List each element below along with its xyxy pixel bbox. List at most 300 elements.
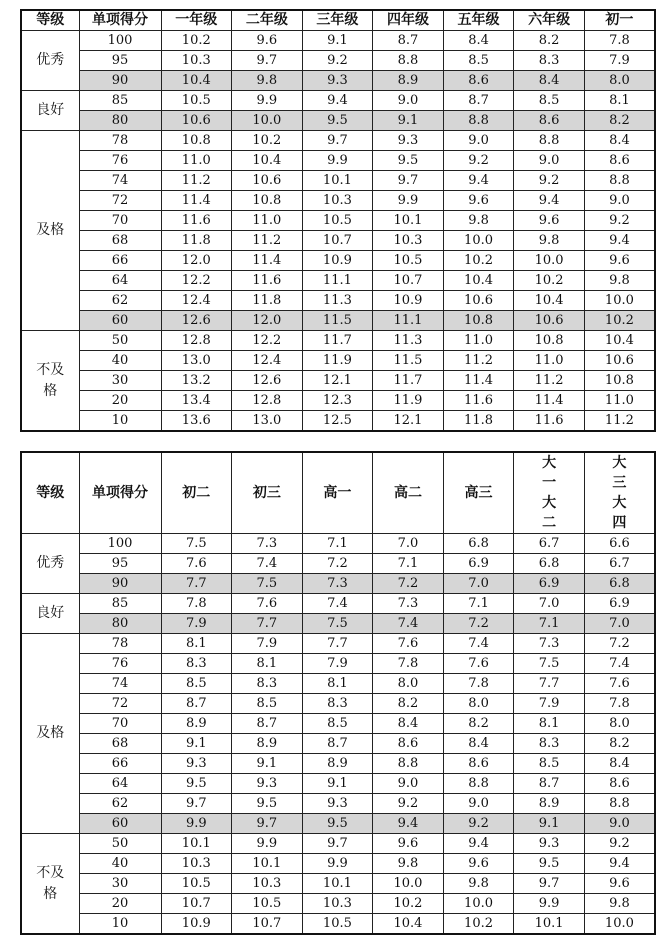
table-row: [21, 111, 655, 131]
table-row: [21, 151, 655, 171]
value-cell: 13.4: [161, 391, 232, 411]
value-cell: 10.4: [232, 151, 303, 171]
value-cell: 10.5: [302, 914, 373, 935]
value-cell: 7.4: [443, 634, 514, 654]
grade-label: 优秀: [21, 534, 79, 594]
table-row: [21, 754, 655, 774]
value-cell: 11.0: [232, 211, 303, 231]
table-body: [21, 31, 655, 432]
value-cell: 9.1: [302, 774, 373, 794]
value-cell: 8.7: [514, 774, 585, 794]
value-cell: 11.0: [584, 391, 655, 411]
score-cell: 74: [79, 171, 161, 191]
column-header: 单项得分: [79, 10, 161, 31]
table-row: [21, 534, 655, 554]
value-cell: 11.4: [232, 251, 303, 271]
column-header: 单项得分: [79, 452, 161, 534]
value-cell: 8.7: [232, 714, 303, 734]
score-cell: 62: [79, 291, 161, 311]
value-cell: 8.6: [443, 71, 514, 91]
score-cell: 78: [79, 634, 161, 654]
value-cell: 7.2: [302, 554, 373, 574]
value-cell: 7.1: [514, 614, 585, 634]
value-cell: 10.1: [302, 171, 373, 191]
value-cell: 6.8: [514, 554, 585, 574]
value-cell: 12.4: [161, 291, 232, 311]
value-cell: 10.8: [232, 191, 303, 211]
table-row: [21, 794, 655, 814]
value-cell: 9.6: [373, 834, 444, 854]
column-header: 大三大四: [584, 452, 655, 534]
score-cell: 72: [79, 694, 161, 714]
grade-label: 不及格: [21, 834, 79, 935]
value-cell: 9.9: [302, 151, 373, 171]
score-cell: 60: [79, 814, 161, 834]
value-cell: 8.0: [584, 71, 655, 91]
value-cell: 8.3: [514, 51, 585, 71]
value-cell: 7.9: [302, 654, 373, 674]
grade-label: 优秀: [21, 31, 79, 91]
value-cell: 10.3: [302, 894, 373, 914]
column-header: 高一: [302, 452, 373, 534]
value-cell: 7.6: [584, 674, 655, 694]
value-cell: 8.5: [514, 754, 585, 774]
value-cell: 8.8: [443, 111, 514, 131]
value-cell: 13.0: [232, 411, 303, 432]
value-cell: 9.7: [232, 814, 303, 834]
table-row: [21, 814, 655, 834]
value-cell: 13.6: [161, 411, 232, 432]
score-cell: 70: [79, 714, 161, 734]
value-cell: 9.2: [443, 814, 514, 834]
table-row: [21, 774, 655, 794]
value-cell: 7.7: [514, 674, 585, 694]
value-cell: 9.6: [514, 211, 585, 231]
value-cell: 10.0: [514, 251, 585, 271]
value-cell: 11.3: [373, 331, 444, 351]
value-cell: 9.9: [373, 191, 444, 211]
value-cell: 12.0: [232, 311, 303, 331]
value-cell: 10.5: [302, 211, 373, 231]
value-cell: 7.3: [232, 534, 303, 554]
score-cell: 20: [79, 894, 161, 914]
value-cell: 10.9: [161, 914, 232, 935]
score-cell: 40: [79, 854, 161, 874]
value-cell: 8.3: [302, 694, 373, 714]
value-cell: 7.0: [443, 574, 514, 594]
table-row: [21, 331, 655, 351]
value-cell: 11.6: [514, 411, 585, 432]
value-cell: 8.1: [514, 714, 585, 734]
value-cell: 8.9: [373, 71, 444, 91]
value-cell: 11.8: [232, 291, 303, 311]
score-cell: 90: [79, 574, 161, 594]
score-cell: 68: [79, 231, 161, 251]
value-cell: 8.5: [443, 51, 514, 71]
score-cell: 50: [79, 834, 161, 854]
value-cell: 7.8: [373, 654, 444, 674]
value-cell: 8.9: [302, 754, 373, 774]
value-cell: 10.6: [443, 291, 514, 311]
value-cell: 6.9: [443, 554, 514, 574]
value-cell: 8.9: [232, 734, 303, 754]
value-cell: 12.1: [302, 371, 373, 391]
score-cell: 90: [79, 71, 161, 91]
score-cell: 30: [79, 874, 161, 894]
score-cell: 10: [79, 411, 161, 432]
value-cell: 9.3: [232, 774, 303, 794]
value-cell: 11.8: [161, 231, 232, 251]
value-cell: 10.8: [443, 311, 514, 331]
value-cell: 8.6: [443, 754, 514, 774]
value-cell: 9.2: [514, 171, 585, 191]
value-cell: 9.1: [232, 754, 303, 774]
score-cell: 70: [79, 211, 161, 231]
value-cell: 11.4: [161, 191, 232, 211]
table-row: [21, 51, 655, 71]
value-cell: 10.4: [161, 71, 232, 91]
value-cell: 11.0: [443, 331, 514, 351]
value-cell: 10.2: [443, 251, 514, 271]
value-cell: 7.0: [514, 594, 585, 614]
value-cell: 10.5: [373, 251, 444, 271]
value-cell: 9.0: [373, 774, 444, 794]
score-cell: 64: [79, 774, 161, 794]
value-cell: 11.2: [161, 171, 232, 191]
column-header: 高三: [443, 452, 514, 534]
value-cell: 7.3: [373, 594, 444, 614]
value-cell: 7.3: [302, 574, 373, 594]
value-cell: 9.8: [584, 271, 655, 291]
value-cell: 8.4: [443, 734, 514, 754]
value-cell: 10.7: [232, 914, 303, 935]
value-cell: 8.4: [584, 131, 655, 151]
value-cell: 10.6: [232, 171, 303, 191]
score-cell: 40: [79, 351, 161, 371]
grade-label: 良好: [21, 594, 79, 634]
value-cell: 9.2: [443, 151, 514, 171]
value-cell: 11.2: [443, 351, 514, 371]
value-cell: 6.9: [584, 594, 655, 614]
column-header: 等级: [21, 452, 79, 534]
value-cell: 7.4: [232, 554, 303, 574]
value-cell: 9.2: [584, 834, 655, 854]
column-header: 大一大二: [514, 452, 585, 534]
value-cell: 12.4: [232, 351, 303, 371]
table-row: [21, 311, 655, 331]
value-cell: 11.5: [373, 351, 444, 371]
value-cell: 8.0: [584, 714, 655, 734]
grade-label: 及格: [21, 634, 79, 834]
value-cell: 9.8: [443, 211, 514, 231]
value-cell: 8.2: [584, 111, 655, 131]
value-cell: 9.1: [514, 814, 585, 834]
value-cell: 8.4: [373, 714, 444, 734]
value-cell: 11.0: [161, 151, 232, 171]
value-cell: 12.6: [232, 371, 303, 391]
value-cell: 9.7: [514, 874, 585, 894]
value-cell: 8.6: [584, 774, 655, 794]
value-cell: 9.9: [232, 91, 303, 111]
value-cell: 10.3: [302, 191, 373, 211]
value-cell: 10.2: [443, 914, 514, 935]
value-cell: 8.2: [443, 714, 514, 734]
value-cell: 9.7: [232, 51, 303, 71]
value-cell: 9.1: [161, 734, 232, 754]
value-cell: 7.7: [161, 574, 232, 594]
value-cell: 11.6: [443, 391, 514, 411]
value-cell: 8.8: [373, 754, 444, 774]
value-cell: 7.8: [584, 31, 655, 51]
value-cell: 10.1: [373, 211, 444, 231]
table-row: [21, 291, 655, 311]
table-row: [21, 874, 655, 894]
value-cell: 10.0: [232, 111, 303, 131]
value-cell: 10.8: [161, 131, 232, 151]
value-cell: 7.6: [373, 634, 444, 654]
value-cell: 8.2: [514, 31, 585, 51]
value-cell: 9.7: [302, 131, 373, 151]
value-cell: 6.8: [443, 534, 514, 554]
table-row: [21, 391, 655, 411]
value-cell: 11.2: [232, 231, 303, 251]
value-cell: 9.8: [514, 231, 585, 251]
value-cell: 11.2: [584, 411, 655, 432]
score-cell: 95: [79, 51, 161, 71]
value-cell: 7.4: [302, 594, 373, 614]
value-cell: 7.5: [514, 654, 585, 674]
score-cell: 78: [79, 131, 161, 151]
value-cell: 9.3: [373, 131, 444, 151]
value-cell: 9.6: [443, 191, 514, 211]
value-cell: 6.6: [584, 534, 655, 554]
value-cell: 9.0: [584, 191, 655, 211]
score-cell: 62: [79, 794, 161, 814]
table-row: [21, 231, 655, 251]
table-row: [21, 191, 655, 211]
value-cell: 10.4: [373, 914, 444, 935]
value-cell: 8.0: [373, 674, 444, 694]
grade-label: 不及格: [21, 331, 79, 432]
value-cell: 7.1: [302, 534, 373, 554]
value-cell: 8.8: [584, 171, 655, 191]
value-cell: 7.7: [302, 634, 373, 654]
table-row: [21, 854, 655, 874]
score-cell: 80: [79, 111, 161, 131]
value-cell: 8.5: [514, 91, 585, 111]
value-cell: 11.3: [302, 291, 373, 311]
value-cell: 8.5: [161, 674, 232, 694]
value-cell: 13.2: [161, 371, 232, 391]
value-cell: 9.5: [232, 794, 303, 814]
value-cell: 7.8: [584, 694, 655, 714]
table-row: [21, 674, 655, 694]
value-cell: 10.1: [514, 914, 585, 935]
value-cell: 7.8: [443, 674, 514, 694]
value-cell: 7.6: [161, 554, 232, 574]
value-cell: 11.4: [514, 391, 585, 411]
value-cell: 8.1: [584, 91, 655, 111]
score-cell: 50: [79, 331, 161, 351]
table-row: [21, 91, 655, 111]
column-header: 初二: [161, 452, 232, 534]
value-cell: 7.0: [584, 614, 655, 634]
value-cell: 7.8: [161, 594, 232, 614]
column-header: 初三: [232, 452, 303, 534]
value-cell: 9.5: [302, 814, 373, 834]
value-cell: 12.8: [161, 331, 232, 351]
value-cell: 10.4: [514, 291, 585, 311]
table-row: [21, 694, 655, 714]
value-cell: 13.0: [161, 351, 232, 371]
value-cell: 9.1: [302, 31, 373, 51]
value-cell: 8.4: [584, 754, 655, 774]
score-cell: 95: [79, 554, 161, 574]
value-cell: 10.8: [584, 371, 655, 391]
value-cell: 10.6: [584, 351, 655, 371]
value-cell: 9.5: [302, 111, 373, 131]
grade-label: 良好: [21, 91, 79, 131]
table-row: [21, 574, 655, 594]
value-cell: 9.8: [232, 71, 303, 91]
column-header: 三年级: [302, 10, 373, 31]
column-header: 一年级: [161, 10, 232, 31]
score-table-secondary: [20, 451, 656, 935]
value-cell: 10.3: [161, 51, 232, 71]
value-cell: 6.7: [584, 554, 655, 574]
value-cell: 11.4: [443, 371, 514, 391]
score-cell: 68: [79, 734, 161, 754]
table-row: [21, 554, 655, 574]
score-cell: 74: [79, 674, 161, 694]
score-cell: 76: [79, 654, 161, 674]
value-cell: 11.6: [232, 271, 303, 291]
value-cell: 9.6: [584, 251, 655, 271]
value-cell: 8.7: [161, 694, 232, 714]
value-cell: 9.7: [302, 834, 373, 854]
value-cell: 7.2: [373, 574, 444, 594]
value-cell: 9.4: [443, 834, 514, 854]
value-cell: 8.8: [514, 131, 585, 151]
value-cell: 7.5: [302, 614, 373, 634]
value-cell: 12.6: [161, 311, 232, 331]
value-cell: 10.1: [232, 854, 303, 874]
value-cell: 8.1: [161, 634, 232, 654]
value-cell: 10.0: [584, 291, 655, 311]
value-cell: 11.6: [161, 211, 232, 231]
value-cell: 9.8: [443, 874, 514, 894]
value-cell: 8.5: [302, 714, 373, 734]
value-cell: 8.9: [161, 714, 232, 734]
table-row: [21, 614, 655, 634]
table-row: [21, 714, 655, 734]
table-row: [21, 131, 655, 151]
value-cell: 7.0: [373, 534, 444, 554]
column-header: 六年级: [514, 10, 585, 31]
value-cell: 9.9: [514, 894, 585, 914]
table-row: [21, 351, 655, 371]
value-cell: 10.1: [161, 834, 232, 854]
score-cell: 30: [79, 371, 161, 391]
table-header-row: [21, 452, 655, 534]
value-cell: 12.0: [161, 251, 232, 271]
table-row: [21, 914, 655, 935]
value-cell: 10.7: [373, 271, 444, 291]
value-cell: 10.8: [514, 331, 585, 351]
table-row: [21, 594, 655, 614]
value-cell: 9.2: [584, 211, 655, 231]
value-cell: 9.3: [514, 834, 585, 854]
value-cell: 10.9: [373, 291, 444, 311]
value-cell: 8.3: [161, 654, 232, 674]
value-cell: 11.9: [302, 351, 373, 371]
value-cell: 8.8: [373, 51, 444, 71]
value-cell: 6.9: [514, 574, 585, 594]
table-row: [21, 31, 655, 51]
table-row: [21, 271, 655, 291]
value-cell: 6.7: [514, 534, 585, 554]
value-cell: 9.4: [584, 231, 655, 251]
value-cell: 8.6: [514, 111, 585, 131]
table-row: [21, 894, 655, 914]
value-cell: 7.9: [514, 694, 585, 714]
value-cell: 9.3: [302, 71, 373, 91]
value-cell: 7.1: [373, 554, 444, 574]
value-cell: 12.5: [302, 411, 373, 432]
value-cell: 7.3: [514, 634, 585, 654]
value-cell: 11.5: [302, 311, 373, 331]
value-cell: 8.1: [232, 654, 303, 674]
score-cell: 72: [79, 191, 161, 211]
value-cell: 8.8: [443, 774, 514, 794]
column-header: 二年级: [232, 10, 303, 31]
value-cell: 7.9: [161, 614, 232, 634]
value-cell: 8.3: [514, 734, 585, 754]
value-cell: 9.0: [443, 794, 514, 814]
value-cell: 10.5: [161, 874, 232, 894]
value-cell: 10.7: [302, 231, 373, 251]
value-cell: 7.2: [443, 614, 514, 634]
table-header-row: [21, 10, 655, 31]
value-cell: 11.8: [443, 411, 514, 432]
column-header: 高二: [373, 452, 444, 534]
value-cell: 6.8: [584, 574, 655, 594]
value-cell: 10.3: [373, 231, 444, 251]
score-table-primary: [20, 9, 656, 432]
score-cell: 64: [79, 271, 161, 291]
value-cell: 10.4: [584, 331, 655, 351]
value-cell: 9.7: [161, 794, 232, 814]
value-cell: 8.9: [514, 794, 585, 814]
value-cell: 8.1: [302, 674, 373, 694]
value-cell: 10.2: [373, 894, 444, 914]
value-cell: 9.5: [514, 854, 585, 874]
value-cell: 8.6: [584, 151, 655, 171]
value-cell: 7.2: [584, 634, 655, 654]
table-row: [21, 411, 655, 432]
value-cell: 10.5: [232, 894, 303, 914]
value-cell: 7.1: [443, 594, 514, 614]
score-cell: 20: [79, 391, 161, 411]
grade-label: 及格: [21, 131, 79, 331]
value-cell: 8.7: [443, 91, 514, 111]
value-cell: 7.5: [161, 534, 232, 554]
value-cell: 9.7: [373, 171, 444, 191]
value-cell: 10.4: [443, 271, 514, 291]
value-cell: 10.6: [514, 311, 585, 331]
value-cell: 8.3: [232, 674, 303, 694]
value-cell: 8.2: [584, 734, 655, 754]
